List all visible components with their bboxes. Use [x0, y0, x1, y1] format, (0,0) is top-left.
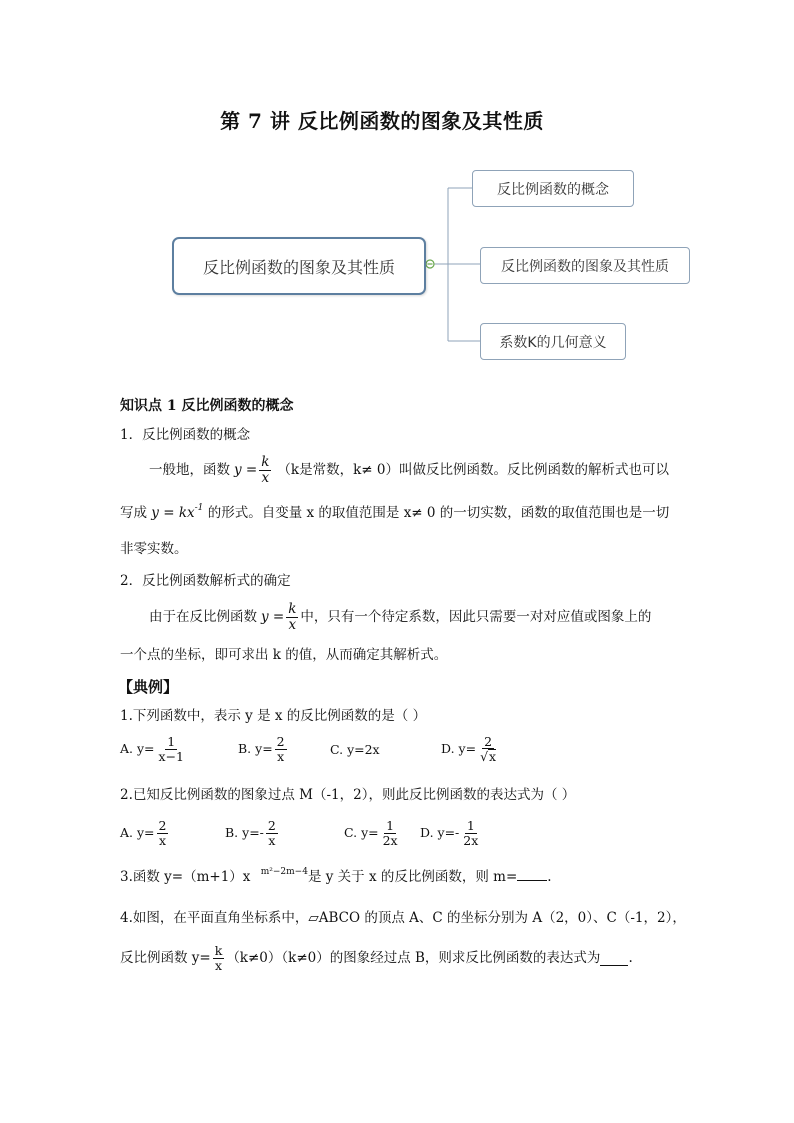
fraction-numerator: 1 [466, 818, 475, 834]
math-expression: y = [234, 462, 258, 478]
text: 反比例函数 y= [120, 950, 211, 966]
option-label: B. y= [238, 741, 273, 756]
fraction [381, 819, 400, 846]
fraction-numerator: 1 [386, 818, 395, 834]
superscript: m²−2m−4 [260, 867, 308, 877]
fraction [286, 602, 298, 631]
page-title: 第 7 讲 反比例函数的图象及其性质 [220, 109, 544, 133]
fraction-denominator: x−1 [158, 748, 184, 764]
text: 3.函数 y=（m+1）x [120, 869, 251, 885]
fraction-numerator: 2 [158, 818, 167, 834]
question-2-stem: 2.已知反比例函数的图象过点 M（-1，2），则此反比例函数的表达式为（ ） [120, 787, 576, 803]
text: . [547, 869, 552, 885]
fraction-denominator: 2x [382, 832, 398, 848]
text: 写成 [120, 505, 147, 521]
answer-blank [517, 866, 547, 881]
fraction-denominator: x [268, 832, 276, 848]
fraction-numerator: k [214, 943, 223, 959]
fraction [461, 819, 480, 846]
math-expression: y = kx [151, 505, 195, 521]
question-1-options [120, 731, 540, 771]
option-d [441, 731, 500, 767]
option-b [238, 731, 289, 767]
superscript: -1 [194, 503, 204, 513]
text: 中，只有一个待定系数，因此只需要一对对应值或图象上的 [300, 609, 652, 625]
math-expression: y = [261, 609, 285, 625]
option-b [225, 815, 280, 851]
fraction-denominator: x [261, 469, 270, 486]
text: 由于在反比例函数 [149, 609, 257, 625]
sqrt-denominator: √x [480, 749, 497, 764]
example-heading: 【典例】 [118, 678, 179, 696]
mindmap-root-node: 反比例函数的图象及其性质 [172, 237, 426, 295]
fraction-denominator: x [214, 957, 223, 973]
radicand: x [489, 749, 497, 764]
question-4-line-2 [120, 940, 633, 976]
option-label: A. y= [120, 741, 155, 756]
text: （k≠0）（k≠0）的图象经过点 B，则求反比例函数的表达式为 [226, 950, 601, 966]
fraction-numerator: 2 [267, 818, 276, 834]
paragraph-line [149, 597, 651, 637]
option-label: D. y= [441, 741, 477, 756]
item-heading: 2．反比例函数解析式的确定 [120, 573, 291, 589]
fraction [157, 819, 169, 846]
fraction-numerator: 2 [276, 734, 285, 750]
option-c [344, 815, 402, 851]
question-4-line-1: 4.如图，在平面直角坐标系中，▱ABCO 的顶点 A、C 的坐标分别为 A（2，0）、C（-1，2）， [120, 910, 686, 926]
text: 的形式。自变量 x 的取值范围是 x≠ 0 的一切实数，函数的取值范围也是一切 [207, 505, 670, 521]
mindmap-branch-concept: 反比例函数的概念 [472, 170, 634, 207]
option-a [120, 815, 170, 851]
fraction [259, 455, 271, 484]
text: 是 y 关于 x 的反比例函数，则 m= [307, 869, 518, 885]
question-3 [120, 866, 552, 889]
text: 一般地，函数 [149, 462, 230, 478]
fraction [275, 735, 287, 762]
fraction-numerator: k [261, 454, 270, 471]
fraction-denominator: 2x [463, 832, 479, 848]
option-d [420, 815, 482, 851]
paragraph-line: 一个点的坐标，即可求出 k 的值，从而确定其解析式。 [120, 647, 448, 663]
option-label: B. y=- [225, 825, 264, 840]
question-2-options [120, 815, 540, 855]
text: . [628, 950, 633, 966]
fraction [478, 735, 498, 763]
fraction-denominator: x [277, 748, 285, 764]
fraction-numerator: k [288, 601, 297, 618]
option-label: C. y= [344, 825, 379, 840]
fraction-numerator: 2 [484, 733, 493, 749]
paragraph-line: 非零实数。 [120, 541, 188, 557]
text: （k是常数，k≠ 0）叫做反比例函数。反比例函数的解析式也可以 [277, 462, 669, 478]
fraction-denominator: x [158, 832, 167, 848]
option-c: C. y=2x [330, 742, 380, 757]
fraction-numerator: 1 [167, 734, 176, 750]
option-label: A. y= [120, 825, 155, 840]
section-heading: 知识点 1 反比例函数的概念 [120, 398, 294, 414]
fraction [266, 819, 278, 846]
item-heading: 1．反比例函数的概念 [120, 427, 251, 443]
paragraph-line [149, 450, 669, 490]
fraction [213, 944, 225, 971]
option-label: D. y=- [420, 825, 460, 840]
fraction-denominator: x [288, 616, 297, 633]
option-a [120, 731, 188, 767]
mindmap-connectors [0, 0, 794, 400]
mindmap-branch-graph-properties: 反比例函数的图象及其性质 [480, 247, 690, 284]
mindmap-branch-k-meaning: 系数K的几何意义 [480, 323, 626, 360]
paragraph-line [120, 503, 669, 525]
question-1-stem: 1.下列函数中，表示 y 是 x 的反比例函数的是（ ） [120, 708, 427, 724]
answer-blank [600, 951, 628, 966]
fraction [157, 735, 186, 762]
